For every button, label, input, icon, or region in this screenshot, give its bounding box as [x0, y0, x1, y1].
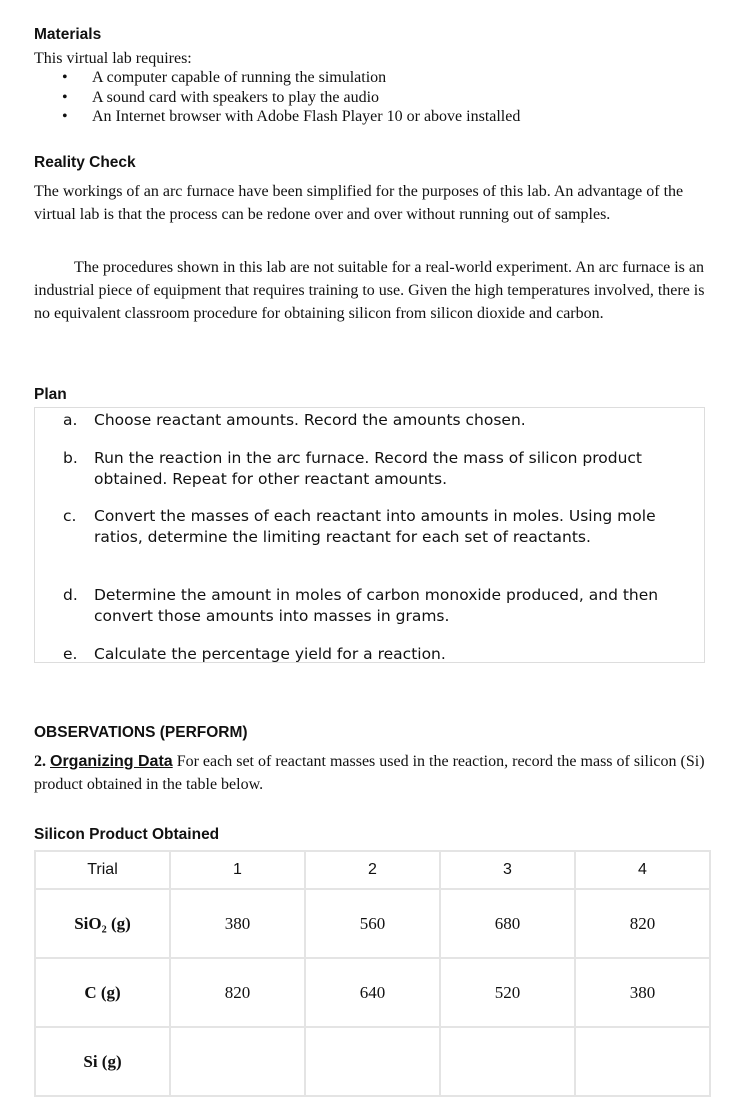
table-cell: 380 — [170, 889, 305, 958]
plan-item-e — [63, 644, 703, 665]
item-text: Convert the masses of each reactant into amounts in moles. Using mole ratios, determine the limiting reactant for each set of reactants. — [94, 507, 656, 546]
table-row — [35, 958, 710, 1027]
table-cell: 680 — [440, 889, 575, 958]
item-letter: b. — [63, 449, 78, 467]
item-number: 2. — [34, 753, 46, 770]
row-label: SiO₂ (g) — [35, 889, 170, 958]
si-input-cell[interactable] — [440, 1027, 575, 1096]
table-cell: 520 — [440, 958, 575, 1027]
silicon-product-table — [34, 850, 711, 1097]
table-cell: 380 — [575, 958, 710, 1027]
reality-paragraph-1: The workings of an arc furnace have been simplified for the purposes of this lab. An advantage of the virtual lab is that the process can be redone over and over without running out of samples. — [34, 183, 684, 223]
item-text: Choose reactant amounts. Record the amounts chosen. — [94, 411, 526, 429]
item-text: Run the reaction in the arc furnace. Record the mass of silicon product obtained. Repeat for other reactant amounts. — [94, 449, 642, 488]
table-cell: 640 — [305, 958, 440, 1027]
plan-heading: Plan — [34, 386, 67, 403]
item-letter: c. — [63, 507, 77, 525]
table-header-row — [35, 851, 710, 889]
header-cell: 3 — [440, 851, 575, 889]
reality-paragraph-2: The procedures shown in this lab are not suitable for a real-world experiment. An arc furnace is an industrial piece of equipment that requires training to use. Given the high temperatures involved, there is no equivalent classroom procedure for obtaining silicon from silicon dioxide and carbon. — [34, 259, 705, 322]
header-cell: Trial — [35, 851, 170, 889]
table-cell: 820 — [575, 889, 710, 958]
row-label: C (g) — [35, 958, 170, 1027]
header-cell: 4 — [575, 851, 710, 889]
observations-heading: OBSERVATIONS (PERFORM) — [34, 724, 248, 741]
materials-heading: Materials — [34, 26, 102, 43]
item-letter: e. — [63, 645, 78, 663]
reality-check-heading: Reality Check — [34, 154, 136, 171]
observations-paragraph — [34, 750, 706, 796]
header-cell: 2 — [305, 851, 440, 889]
plan-item-b — [63, 448, 703, 490]
plan-item-a — [63, 410, 703, 431]
observations-text: For each set of reactant masses used in the reaction, record the mass of silicon (Si) product obtained in the table below. — [34, 753, 705, 793]
list-item: • A sound card with speakers to play the audio — [34, 88, 520, 108]
table-row — [35, 889, 710, 958]
organizing-data-label: Organizing Data — [50, 753, 173, 770]
si-input-cell[interactable] — [305, 1027, 440, 1096]
item-letter: d. — [63, 586, 78, 604]
header-cell: 1 — [170, 851, 305, 889]
plan-box — [34, 407, 705, 663]
table-cell: 560 — [305, 889, 440, 958]
materials-intro: This virtual lab requires: — [34, 50, 192, 67]
table-title: Silicon Product Obtained — [34, 826, 220, 843]
item-letter: a. — [63, 411, 78, 429]
plan-item-d — [63, 585, 703, 627]
list-item: • An Internet browser with Adobe Flash Player 10 or above installed — [34, 107, 520, 127]
materials-list — [34, 68, 520, 127]
row-label: Si (g) — [35, 1027, 170, 1096]
item-text: Calculate the percentage yield for a reaction. — [94, 645, 446, 663]
table-row — [35, 1027, 710, 1096]
si-input-cell[interactable] — [575, 1027, 710, 1096]
si-input-cell[interactable] — [170, 1027, 305, 1096]
plan-item-c — [63, 506, 703, 548]
table-cell: 820 — [170, 958, 305, 1027]
list-item: • A computer capable of running the simulation — [34, 68, 520, 88]
item-text: Determine the amount in moles of carbon monoxide produced, and then convert those amounts into masses in grams. — [94, 586, 659, 625]
